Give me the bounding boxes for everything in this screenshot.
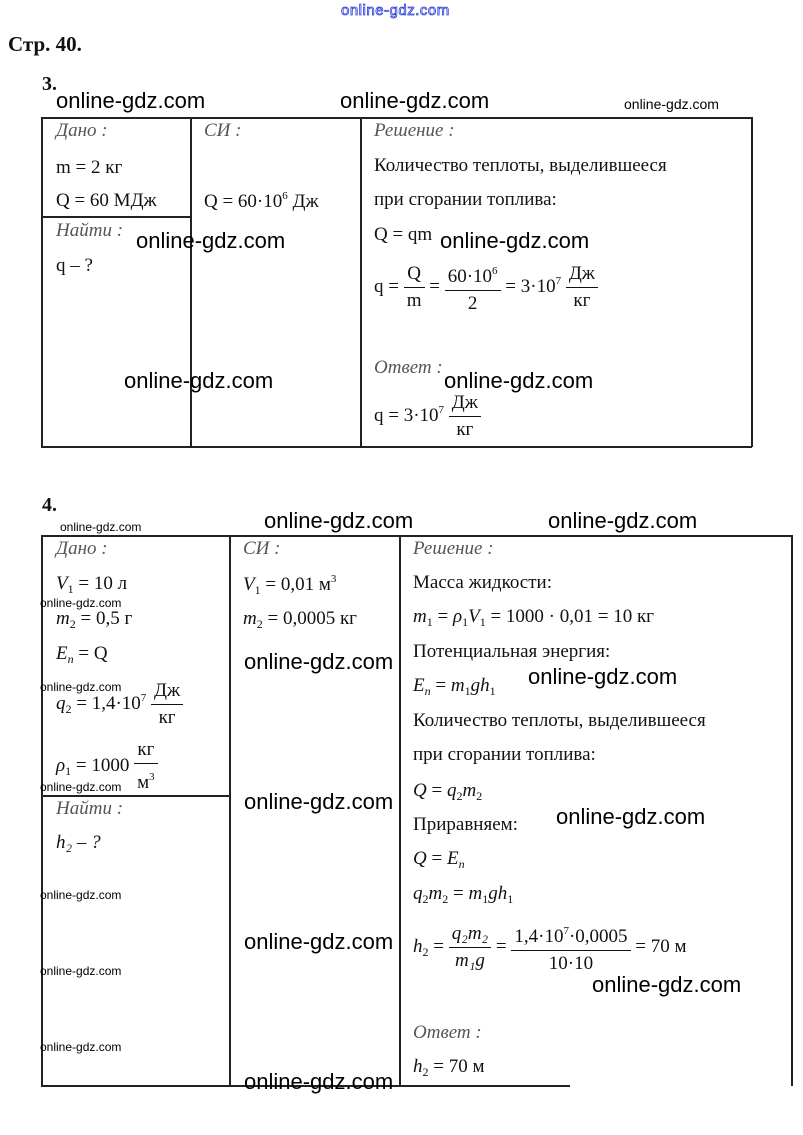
find-value: h₂ – ? — [56, 832, 101, 853]
watermark: online-gdz.com — [244, 929, 394, 954]
top-watermark: online-gdz.com — [341, 2, 450, 19]
given-mass: $m_2 = 0,5$ г — [56, 608, 133, 631]
watermark: online-gdz.com — [40, 888, 122, 902]
solution-line: при сгорании топлива: — [413, 744, 596, 765]
si-volume: $V_1 = 0,01$ $м^3$ — [243, 573, 337, 597]
answer-header: Ответ : — [374, 357, 443, 378]
page-title: Стр. 40. — [8, 32, 82, 56]
watermark: online-gdz.com — [124, 368, 274, 393]
si-heat: $Q = 60\cdot 10^6$ Дж — [204, 190, 319, 212]
solution-formula: $m_1 = \rho_1V_1 = 1000 \cdot 0,01 = 10$ кг — [413, 606, 654, 629]
given-density: $\rho_1 = 1000$ $\frac{кг}{м^3}$ — [56, 737, 158, 796]
find-value: q – ? — [56, 255, 93, 276]
task-number: 4. — [42, 494, 57, 516]
watermark: online-gdz.com — [340, 88, 490, 113]
table-border-right — [791, 535, 793, 1086]
table-border-right — [751, 117, 753, 447]
watermark: online-gdz.com — [556, 804, 706, 829]
watermark: online-gdz.com — [40, 1040, 122, 1054]
solution-header: Решение : — [374, 120, 455, 141]
table-divider — [399, 535, 401, 1086]
table-border-left — [41, 535, 43, 1086]
watermark: online-gdz.com — [56, 88, 206, 113]
si-header: СИ : — [204, 120, 242, 141]
table-border-left — [41, 117, 43, 447]
watermark: online-gdz.com — [40, 964, 122, 978]
answer-value: $h_2 = 70$ м — [413, 1056, 485, 1079]
find-header: Найти : — [56, 798, 124, 819]
given-heat: Q = 60 МДж — [56, 190, 157, 211]
si-mass: $m_2 = 0,0005$ кг — [243, 608, 357, 631]
watermark: online-gdz.com — [528, 664, 678, 689]
watermark: online-gdz.com — [624, 96, 719, 112]
task-number: 3. — [42, 73, 57, 95]
table-border-top — [41, 117, 752, 119]
given-header: Дано : — [56, 538, 108, 559]
watermark: online-gdz.com — [244, 649, 394, 674]
solution-header: Решение : — [413, 538, 494, 559]
watermark: online-gdz.com — [264, 508, 414, 533]
watermark: online-gdz.com — [60, 520, 142, 534]
find-header: Найти : — [56, 220, 124, 241]
watermark: online-gdz.com — [40, 596, 122, 610]
watermark: online-gdz.com — [440, 228, 590, 253]
answer-value: $q = 3\cdot 10^7$ $\frac{Дж}{кг}$ — [374, 390, 481, 443]
solution-formula: $q_2m_2 = m_1gh_1$ — [413, 883, 514, 906]
table-divider — [190, 117, 192, 447]
watermark: online-gdz.com — [136, 228, 286, 253]
given-volume: $V_1 = 10$ л — [56, 573, 128, 596]
solution-line: Количество теплоты, выделившееся — [374, 155, 667, 176]
watermark: online-gdz.com — [548, 508, 698, 533]
given-specific-heat: $q_2 = 1,4\cdot 10^7$ $\frac{Дж}{кг}$ — [56, 678, 183, 731]
table-border-top — [41, 535, 792, 537]
watermark: online-gdz.com — [40, 680, 122, 694]
solution-line: Потенциальная энергия: — [413, 641, 611, 662]
solution-formula: $E_п = m_1gh_1$ — [413, 675, 496, 698]
given-energy: $E_п = Q$ — [56, 643, 108, 666]
solution-formula: $Q = E_п$ — [413, 848, 465, 871]
solution-line: при сгорании топлива: — [374, 189, 557, 210]
solution-line: Количество теплоты, выделившееся — [413, 710, 706, 731]
solution-calculation: $h_2$ = $\frac{\text{q₂m₂}}{\text{m₁g}}$ = $\frac{1,4\cdot 10^7\cdot 0,0005}{10\cdot 10}$ = 70 м — [413, 918, 687, 977]
si-header: СИ : — [243, 538, 281, 559]
watermark: online-gdz.com — [244, 1069, 394, 1094]
watermark: online-gdz.com — [40, 780, 122, 794]
given-header: Дано : — [56, 120, 108, 141]
table-border-bottom — [41, 446, 752, 448]
solution-calculation: q = $\frac{Q}{m}$ = $\frac{60\cdot 10^6}{2}$ = $3\cdot 10^7$ $\frac{Дж}{кг}$ — [374, 258, 598, 317]
solution-formula: $Q = q_2m_2$ — [413, 780, 483, 803]
given-mass: m = 2 кг — [56, 157, 123, 178]
solution-formula: Q = qm — [374, 224, 433, 245]
watermark: online-gdz.com — [244, 789, 394, 814]
solution-line: Масса жидкости: — [413, 572, 552, 593]
watermark: online-gdz.com — [592, 972, 742, 997]
table-divider — [229, 535, 231, 1086]
watermark: online-gdz.com — [444, 368, 594, 393]
given-find-divider — [41, 216, 191, 218]
solution-line: Приравняем: — [413, 814, 518, 835]
table-divider — [360, 117, 362, 447]
answer-header: Ответ : — [413, 1022, 482, 1043]
